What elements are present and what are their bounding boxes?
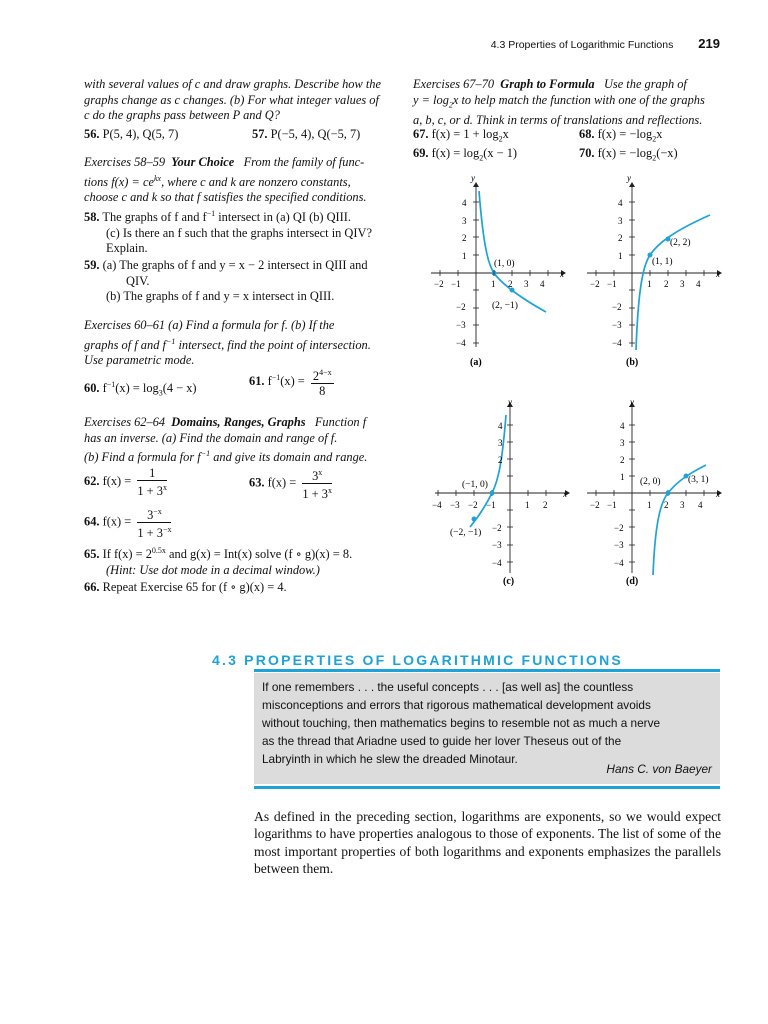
curve-c	[470, 415, 506, 527]
svg-text:−2: −2	[492, 523, 502, 533]
svg-text:(2, −1): (2, −1)	[492, 301, 518, 311]
svg-text:4: 4	[540, 279, 545, 289]
svg-text:x: x	[716, 489, 720, 499]
exercises-58-59-intro: Exercises 58–59 Your Choice From the family of func- tions $f(x) = ce^{kx}$, where c and k are nonzero constants, choose c and k so that f satisfies the specified conditions.	[84, 155, 367, 205]
svg-text:(1, 0): (1, 0)	[494, 259, 515, 269]
graph-b	[582, 175, 722, 370]
svg-text:1: 1	[647, 500, 652, 510]
svg-text:−1: −1	[486, 500, 496, 510]
exercise-59: 59. (a) The graphs of f and y = x − 2 intersect in QIII and QIV. (b) The graphs of f and y = x intersect in QIII.	[84, 258, 368, 304]
svg-text:−3: −3	[492, 540, 502, 550]
exercise-61: 61. $f^{-1}(x)$ = $\frac{2^{4-x}}{8}$	[249, 368, 332, 399]
exercise-70: 70. $f(x) = -\log_2(-x)$	[579, 146, 678, 163]
svg-text:−3: −3	[456, 320, 466, 330]
graph-a	[426, 175, 566, 370]
section-rule-bottom	[254, 786, 720, 789]
svg-text:3: 3	[618, 216, 623, 226]
svg-text:2: 2	[664, 500, 669, 510]
svg-text:−2: −2	[456, 302, 466, 312]
exercise-57: 57. P(−5, 4), Q(−5, 7)	[252, 127, 361, 141]
exercise-66: 66. Repeat Exercise 65 for (f ∘ g)(x) = 4.	[84, 580, 287, 594]
exercise-67: 67. $f(x) = 1 + \log_2x$	[413, 127, 509, 144]
svg-text:y: y	[471, 175, 475, 183]
svg-text:3: 3	[620, 438, 625, 448]
svg-text:2: 2	[543, 500, 548, 510]
running-header	[491, 36, 720, 51]
svg-text:2: 2	[664, 279, 669, 289]
exercise-65: 65. If $f(x) = 2^{0.5x}$ and g(x) = Int(x) solve (f ∘ g)(x) = 8. (Hint: Use dot mode in a decimal window.)	[84, 546, 353, 577]
svg-text:2: 2	[508, 279, 513, 289]
header-section: 4.3 Properties of Logarithmic Functions	[490, 39, 674, 51]
fraction: $\frac{2^{4-x}}{8}$	[312, 368, 332, 399]
svg-text:1: 1	[647, 279, 652, 289]
svg-text:−2: −2	[590, 279, 600, 289]
svg-text:y: y	[627, 175, 631, 183]
svg-text:1: 1	[491, 279, 496, 289]
svg-text:4: 4	[698, 500, 703, 510]
svg-text:y: y	[508, 397, 512, 407]
graph-c	[430, 395, 570, 590]
svg-text:−2: −2	[434, 279, 444, 289]
svg-text:2: 2	[620, 455, 625, 465]
point-c1	[490, 491, 495, 496]
exercise-60: 60. $f^{-1}(x) = \log_3(4 - x)$	[84, 380, 197, 398]
exercise-68: 68. $f(x) = -\log_2x$	[579, 127, 663, 144]
svg-text:(d): (d)	[626, 576, 639, 587]
exercises-67-70-intro: Exercises 67–70 Graph to Formula Use the graph of $y = \log_2x$ to help match the function with one of the graphs a, b, c, or d. Think in terms of translations and reflections.	[413, 77, 705, 127]
svg-text:−2: −2	[468, 500, 478, 510]
svg-text:(3, 1): (3, 1)	[688, 475, 709, 485]
svg-text:(c): (c)	[503, 576, 515, 587]
svg-text:−4: −4	[492, 558, 502, 568]
svg-text:1: 1	[462, 251, 467, 261]
svg-text:(a): (a)	[470, 357, 482, 368]
svg-text:4: 4	[462, 198, 467, 208]
section-rule-top	[254, 669, 720, 672]
svg-text:1: 1	[620, 472, 625, 482]
svg-text:−3: −3	[614, 540, 624, 550]
svg-text:3: 3	[680, 500, 685, 510]
svg-text:−4: −4	[614, 558, 624, 568]
svg-text:−3: −3	[612, 320, 622, 330]
svg-text:(2, 2): (2, 2)	[670, 238, 691, 248]
exercise-69: 69. $f(x) = \log_2(x - 1)$	[413, 146, 518, 163]
svg-text:3: 3	[462, 216, 467, 226]
svg-text:1: 1	[618, 251, 623, 261]
exercise-63: 63. f(x) = $\frac{3^x}{1 + 3^x}$	[249, 468, 332, 502]
exercises-62-64-intro: Exercises 62–64 Domains, Ranges, Graphs Function f has an inverse. (a) Find the domain and range of f. (b) Find a formula for $f^{-1}$ and give its domain and range.	[84, 415, 368, 465]
curve-a	[479, 191, 546, 312]
epigraph-author: Hans C. von Baeyer	[606, 762, 712, 776]
svg-text:2: 2	[618, 233, 623, 243]
svg-text:1: 1	[525, 500, 530, 510]
svg-text:−1: −1	[607, 279, 617, 289]
svg-text:(1, 1): (1, 1)	[652, 257, 673, 267]
svg-text:x: x	[560, 269, 564, 279]
svg-text:4: 4	[498, 421, 503, 431]
svg-text:3: 3	[498, 438, 503, 448]
svg-text:4: 4	[620, 421, 625, 431]
svg-text:(2, 0): (2, 0)	[640, 477, 661, 487]
svg-text:−1: −1	[607, 500, 617, 510]
epigraph-box: If one remembers . . . the useful concepts . . . [as well as] the countless misconceptions and errors that rigorous mathematical development avoids without touching, then mathematics begins to resemble not as much a nerve as the thread that Ariadne used to guide her lover Theseus out of the Labryinth in which he slew the dreaded Minotaur. Hans C. von Baeyer	[254, 673, 720, 784]
section-heading: 4.3 PROPERTIES OF LOGARITHMIC FUNCTIONS	[212, 652, 623, 668]
svg-text:−4: −4	[456, 338, 466, 348]
svg-text:(b): (b)	[626, 357, 639, 368]
svg-text:−2: −2	[590, 500, 600, 510]
page-number: 219	[698, 36, 720, 51]
svg-text:2: 2	[498, 455, 503, 465]
exercise-58: 58. The graphs of f and $f^{-1}$ intersect in (a) QI (b) QIII. (c) Is there an f such that the graphs intersect in QIV? Explain.	[84, 209, 372, 256]
svg-text:−4: −4	[612, 338, 622, 348]
svg-text:−3: −3	[450, 500, 460, 510]
svg-text:4: 4	[696, 279, 701, 289]
svg-text:2: 2	[462, 233, 467, 243]
svg-text:−2: −2	[612, 302, 622, 312]
point-d1	[666, 491, 671, 496]
exercises-60-61-intro: Exercises 60–61 (a) Find a formula for f. (b) If the graphs of f and $f^{-1}$ intersect, find the point of intersection. Use parametric mode.	[84, 318, 371, 368]
exercise-62: 62. f(x) = $\frac{1}{1 + 3^x}$	[84, 466, 167, 499]
svg-text:x: x	[716, 269, 720, 279]
svg-text:−1: −1	[451, 279, 461, 289]
svg-text:y: y	[630, 397, 634, 407]
point-c2	[472, 517, 477, 522]
svg-text:−2: −2	[614, 523, 624, 533]
exercise-64: 64. f(x) = $\frac{3^{-x}}{1 + 3^{-x}}$	[84, 507, 172, 541]
svg-text:4: 4	[618, 198, 623, 208]
svg-text:3: 3	[680, 279, 685, 289]
exercise-56: 56. P(5, 4), Q(5, 7)	[84, 127, 179, 141]
body-paragraph: As defined in the preceding section, logarithms are exponents, so we would expect logarithms to have properties analogous to those of exponents. The list of some of the most important properties of both logarithms and exponents emphasizes the parallels between them.	[254, 809, 721, 877]
svg-text:x: x	[563, 489, 567, 499]
intro-text: with several values of c and draw graphs. Describe how the graphs change as c changes. (b) For what integer values of c do the graphs pass between P and Q?	[84, 77, 382, 123]
svg-text:3: 3	[524, 279, 529, 289]
svg-text:(−1, 0): (−1, 0)	[462, 480, 488, 490]
svg-text:−4: −4	[432, 500, 442, 510]
svg-text:(−2, −1): (−2, −1)	[450, 528, 482, 538]
graph-d	[582, 395, 722, 590]
